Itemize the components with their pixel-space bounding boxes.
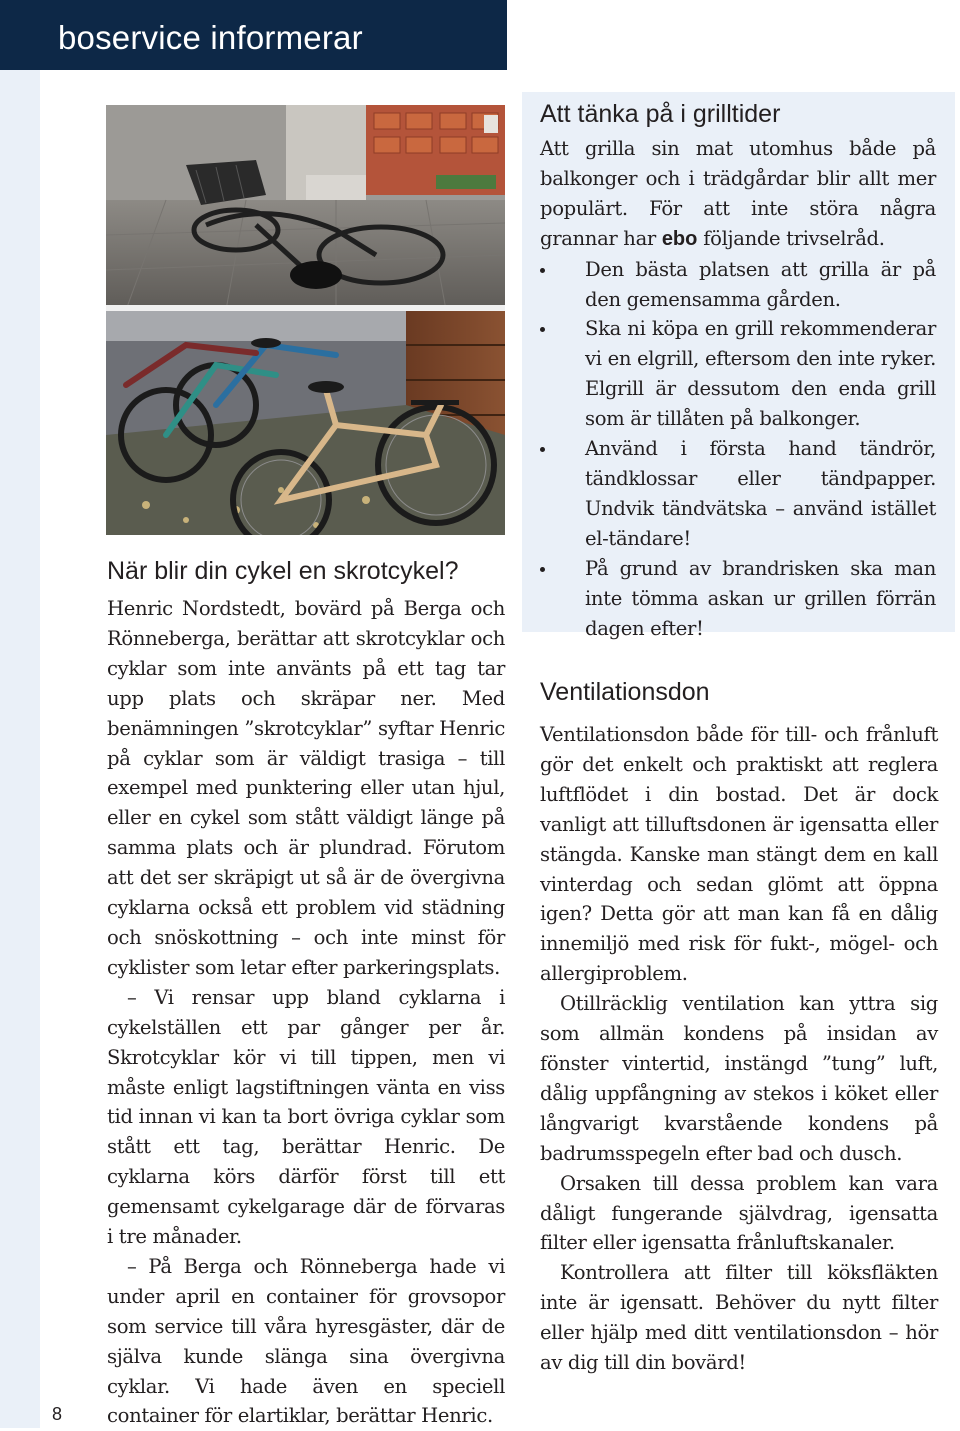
grill-tips-intro <box>540 134 936 255</box>
grill-tips-box <box>522 92 955 640</box>
list-item <box>540 314 936 434</box>
page-number: 8 <box>52 1404 63 1424</box>
bike-article-paragraph: Henric Nordstedt, bovärd på Berga och Rönneberga, berättar att skrotcyklar och cyklar som inte använts på ett tag tar upp plats och skräpar ner. Med benämningen ”skrotcyklar” syftar Henric på cyklar som är väldigt trasiga – till exempel med punktering eller utan hjul, eller en cykel som stått väldigt länge på samma plats och är plundrad. Förutom att det ser skräpigt ut så är de övergivna cyklarna också ett problem vid städning och snöskottning – och inte minst för cyklister som letar efter parkeringsplats. <box>107 597 505 979</box>
bullet-icon <box>540 268 545 273</box>
grill-tips-heading: Att tänka på i grilltider <box>540 100 781 128</box>
list-item-text: Använd i första hand tändrör, tändklossar eller tändpapper. Undvik tändvätska – använd istället el-tändare! <box>585 437 936 550</box>
bullet-icon <box>540 567 545 572</box>
bullet-icon <box>540 327 545 332</box>
bullet-icon <box>540 447 545 452</box>
bicycles-photo-icon <box>106 105 505 535</box>
grill-intro-text-end: följande trivselråd. <box>697 226 885 250</box>
grill-tips-list <box>540 255 936 644</box>
list-item-text: Den bästa platsen att grilla är på den gemensamma gården. <box>585 257 936 311</box>
ventilation-paragraph: Orsaken till dessa problem kan vara dåligt fungerande självdrag, igensatta filter eller igensatta frånluftskanaler. <box>540 1171 938 1255</box>
ventilation-paragraph: Kontrollera att filter till köksfläkten inte är igensatt. Behöver du nytt filter eller hjälp med ditt ventilationsdon – hör av dig till din bovärd! <box>540 1261 938 1375</box>
list-item <box>540 255 936 315</box>
masthead <box>0 0 507 70</box>
ventilation-heading: Ventilationsdon <box>540 678 710 706</box>
ebo-brand: ebo <box>661 227 698 250</box>
list-item-text: Ska ni köpa en grill rekommenderar vi en elgrill, eftersom den inte ryker. Elgrill är dessutom den enda grill som är tillåten på balkonger. <box>585 317 936 431</box>
bike-article <box>107 557 505 1431</box>
bike-article-heading: När blir din cykel en skrotcykel? <box>107 557 459 585</box>
ventilation-paragraph: Otillräcklig ventilation kan yttra sig som allmän kondens på insidan av fönster vintertid, instängd ”tung” luft, dålig uppfångning av stekos i köket eller långvarigt kvarstående kondens på badrumsspegeln efter bad och dusch. <box>540 992 938 1165</box>
list-item <box>540 434 936 554</box>
grill-intro-text: Att grilla sin mat utomhus både på balkonger och i trädgårdar blir allt mer populärt. För att inte störa några grannar har <box>540 137 936 250</box>
bicycles-photo <box>106 105 505 535</box>
left-margin-stripe <box>0 70 40 1428</box>
bike-article-paragraph: – Vi rensar upp bland cyklarna i cykelställen ett par gånger per år. Skrotcyklar kör vi till tippen, men vi måste enligt lagstiftningen vänta en viss tid innan vi kan ta bort övriga cyklar som stått ett tag, berättar Henric. De cyklarna körs därför först till ett gemensamt cykelgarage där de förvaras i tre månader. <box>107 985 505 1249</box>
section-title: boservice informerar <box>58 19 363 56</box>
ventilation-article <box>540 678 938 1378</box>
bike-article-paragraph: – På Berga och Rönneberga hade vi under april en container för grovsopor som service till våra hyresgäster, där de själva kunde slänga sina övergivna cyklar. Vi hade även en speciell container för elartiklar, berättar Henric. <box>107 1254 505 1428</box>
list-item-text: På grund av brandrisken ska man inte tömma askan ur grillen förrän dagen efter! <box>585 556 936 640</box>
list-item <box>540 554 936 644</box>
ventilation-paragraph: Ventilationsdon både för till- och frånluft gör det enkelt och praktiskt att reglera luftflödet i din bostad. Det är dock vanligt att tilluftsdonen är igensatta eller stängda. Kanske man stängt dem en kall vinterdag och sedan glömt att öppna igen? Detta gör att man kan få en dålig innemiljö med risk för fukt-, mögel- och allergiproblem. <box>540 723 938 986</box>
